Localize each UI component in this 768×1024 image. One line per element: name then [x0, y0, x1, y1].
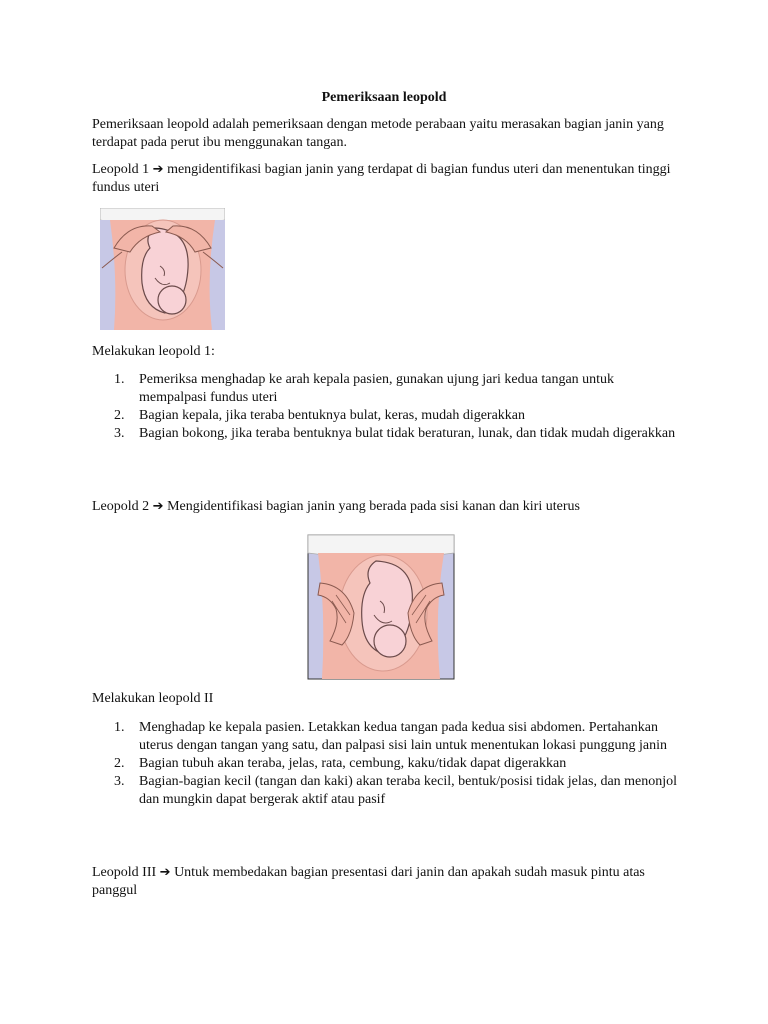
page-title: Pemeriksaan leopold	[321, 90, 447, 105]
list-item: 1. Pemeriksa menghadap ke arah kepala pasien, gunakan ujung jari kedua tangan untuk mempalpasi fundus uteri	[114, 372, 615, 405]
arrow-right-icon: ➔	[159, 865, 171, 880]
leopold-3-heading	[92, 864, 682, 900]
leopold-2-text: Mengidentifikasi bagian janin yang berada pada sisi kanan dan kiri uterus	[167, 499, 580, 514]
leopold-1-steps	[92, 371, 682, 443]
leopold-2-illustration	[306, 523, 456, 681]
leopold-1-text: mengidentifikasi bagian janin yang terdapat di bagian fundus uteri dan menentukan tinggi fundus uteri	[92, 162, 671, 195]
leopold-2-steps	[92, 719, 682, 809]
list-item: 3. Bagian bokong, jika teraba bentuknya bulat tidak beraturan, lunak, dan tidak mudah digerakkan	[114, 426, 676, 441]
leopold-3-text: Untuk membedakan bagian presentasi dari janin dan apakah sudah masuk pintu atas panggul	[92, 865, 645, 898]
list-item: 2. Bagian kepala, jika teraba bentuknya bulat, keras, mudah digerakkan	[114, 408, 526, 423]
leopold-2-label: Leopold 2	[92, 499, 150, 514]
arrow-right-icon: ➔	[152, 162, 164, 177]
leopold-1-label: Leopold 1	[92, 162, 150, 177]
leopold-3-label: Leopold III	[92, 865, 157, 880]
leopold-1-illustration	[100, 208, 225, 330]
list-item: 1. Menghadap ke kepala pasien. Letakkan kedua tangan pada kedua sisi abdomen. Pertahankan uterus dengan tangan yang satu, dan palpasi sisi lain untuk menentukan lokasi punggung janin	[114, 720, 668, 753]
list-item: 2. Bagian tubuh akan teraba, jelas, rata, cembung, kaku/tidak dapat digerakkan	[114, 756, 567, 771]
list-item: 3. Bagian-bagian kecil (tangan dan kaki) akan teraba kecil, bentuk/posisi tidak jelas, dan menonjol dan mungkin dapat bergerak aktif atau pasif	[114, 774, 678, 807]
leopold-1-procedure-heading: Melakukan leopold 1:	[92, 344, 215, 359]
leopold-2-procedure-heading: Melakukan leopold II	[92, 691, 214, 706]
intro-paragraph: Pemeriksaan leopold adalah pemeriksaan dengan metode perabaan yaitu merasakan bagian janin yang terdapat pada perut ibu menggunakan tangan.	[92, 117, 664, 150]
arrow-right-icon: ➔	[152, 499, 164, 514]
leopold-1-heading	[92, 161, 682, 197]
leopold-2-heading	[92, 498, 682, 516]
